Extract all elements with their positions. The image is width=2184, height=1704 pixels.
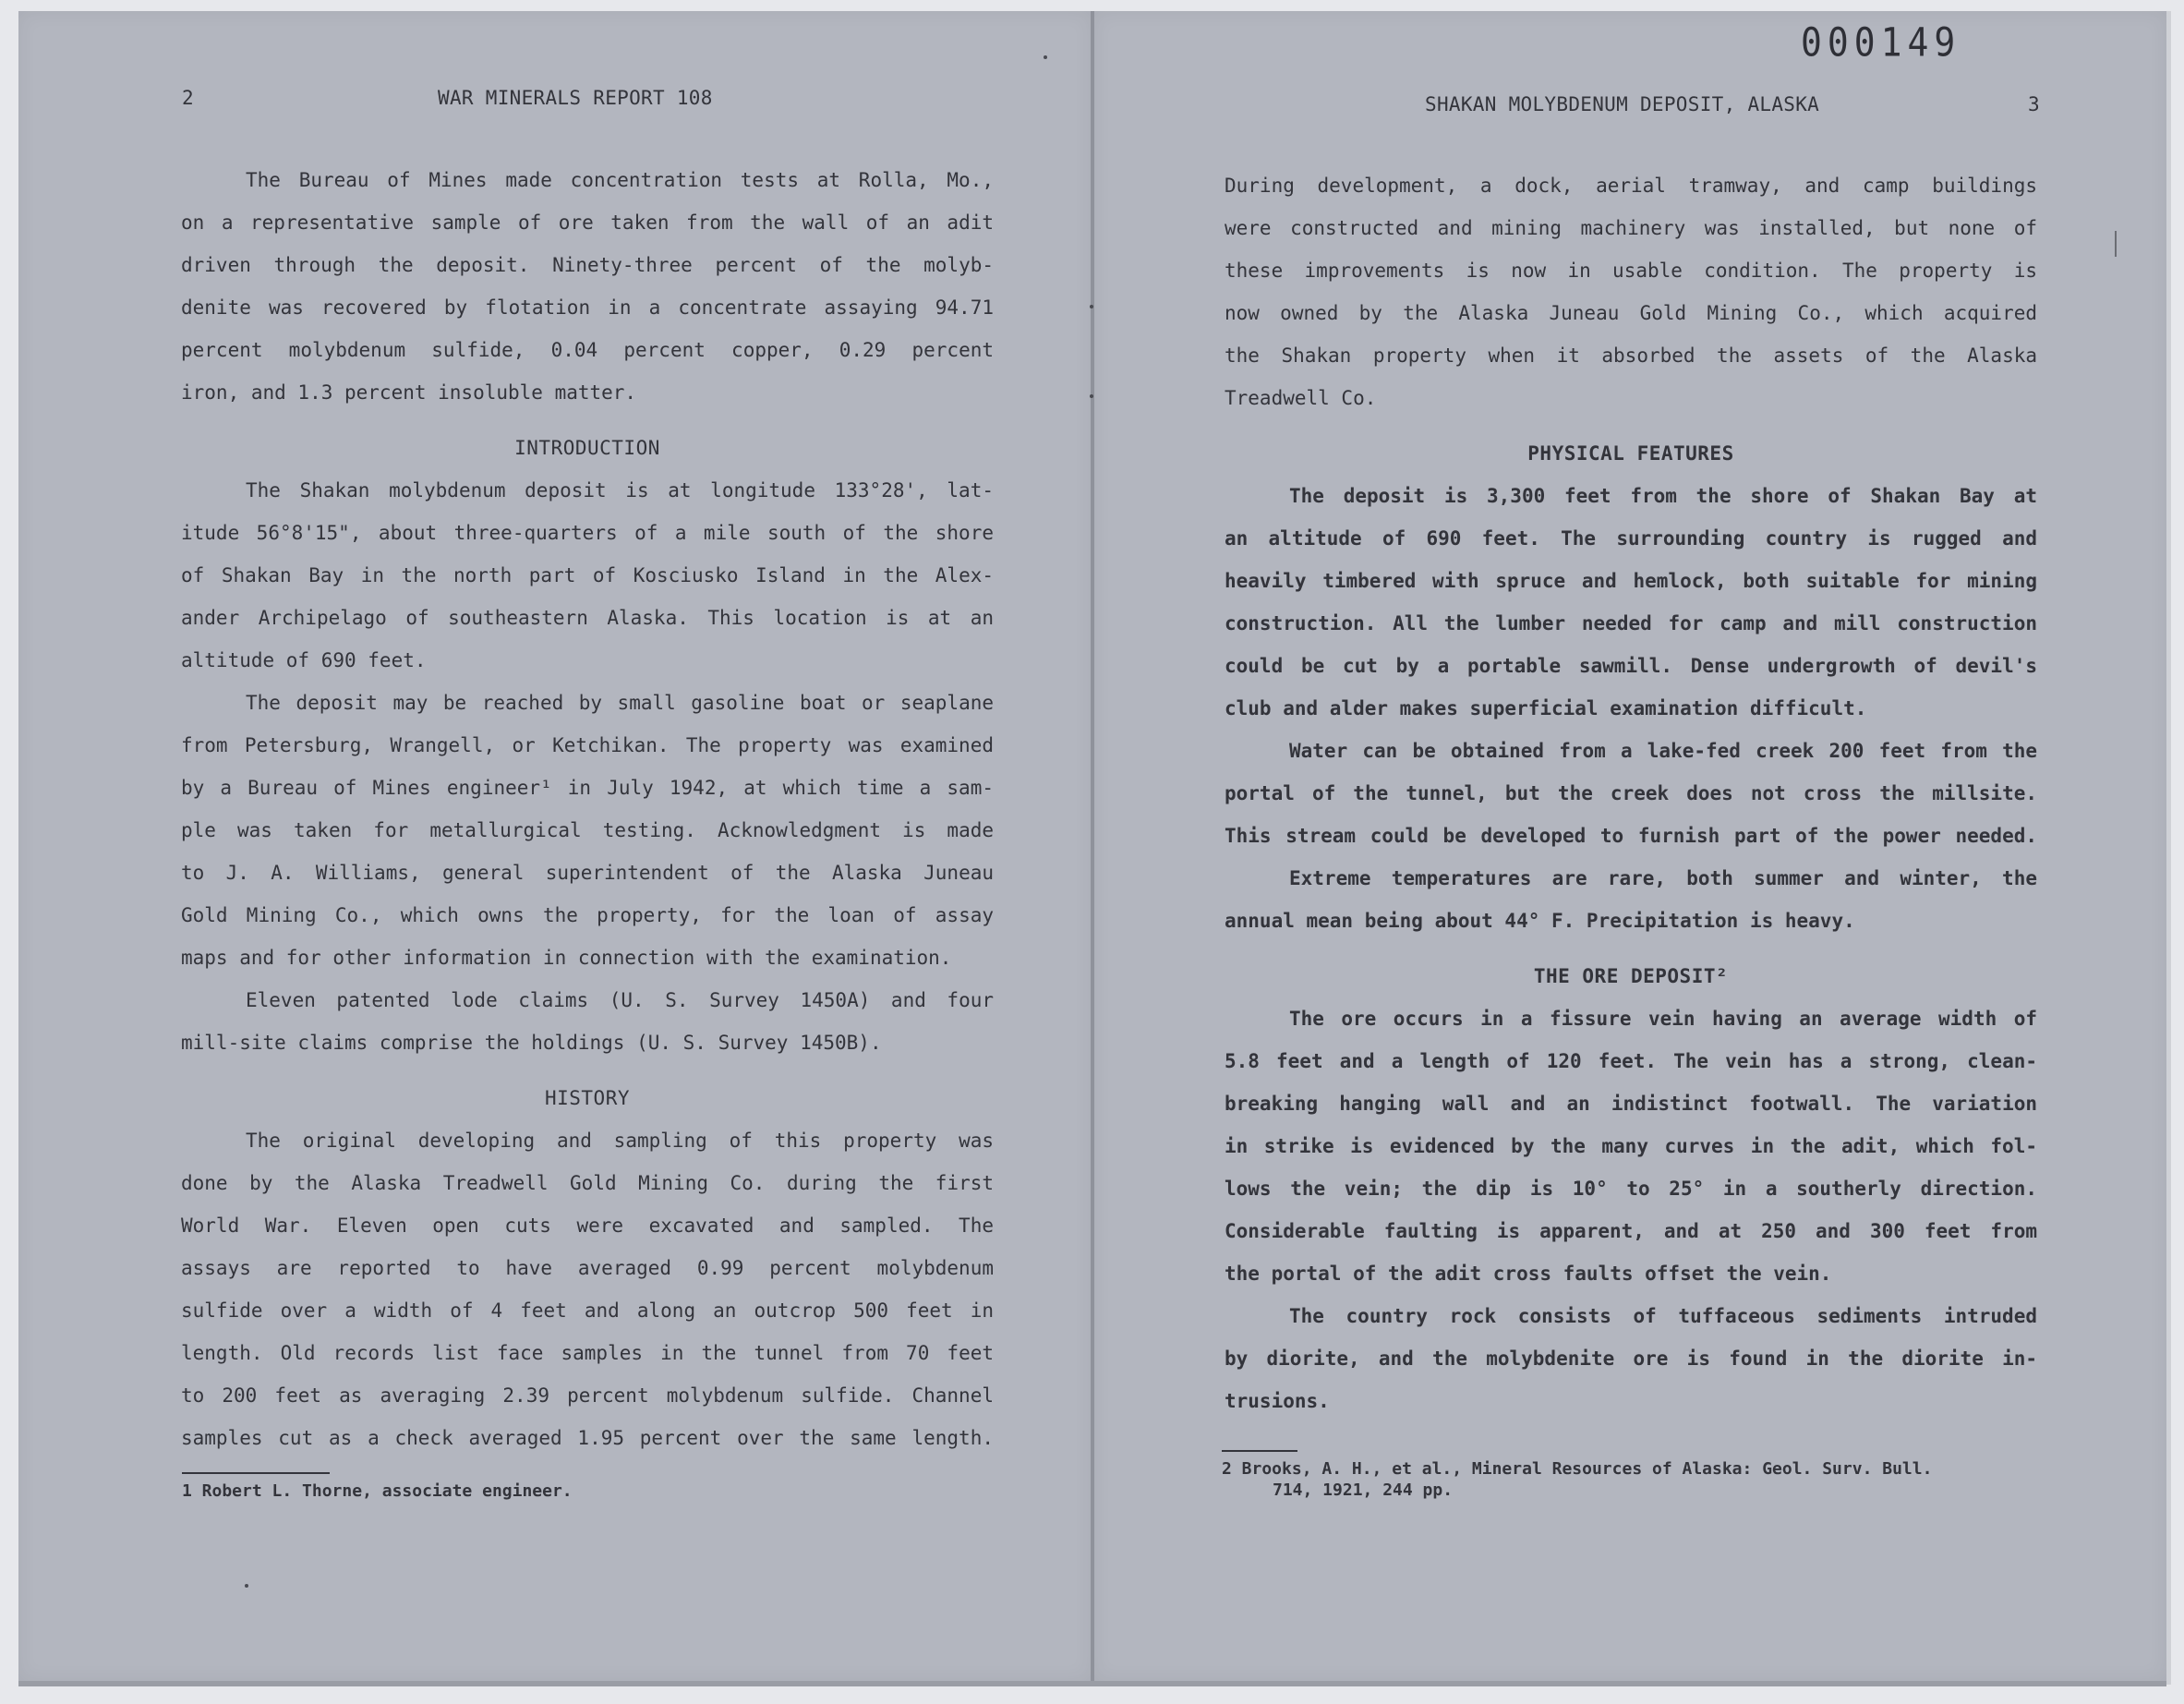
scan-speck (1044, 55, 1047, 59)
text-line: ander Archipelago of southeastern Alaska. This location is at an (181, 607, 994, 629)
text-line: The ore occurs in a fissure vein having an average width of (1289, 1008, 2037, 1030)
text-line: samples cut as a check averaged 1.95 percent over the same length. (181, 1427, 994, 1449)
text-line: club and alder makes superficial examination difficult. (1225, 697, 1867, 719)
scan-mark (2115, 231, 2117, 257)
text-line: an altitude of 690 feet. The surrounding country is rugged and (1225, 527, 2037, 550)
text-line: ple was taken for metallurgical testing. Acknowledgment is made (181, 819, 994, 841)
text-line: breaking hanging wall and an indistinct footwall. The variation (1225, 1093, 2037, 1115)
text-line: Treadwell Co. (1225, 387, 1377, 409)
text-line: This stream could be developed to furnish part of the power needed. (1225, 825, 2037, 847)
text-line: from Petersburg, Wrangell, or Ketchikan. The property was examined (181, 734, 994, 756)
text-line: World War. Eleven open cuts were excavated and sampled. The (181, 1215, 994, 1237)
document-stamp-number: 000149 (1801, 19, 1961, 66)
text-line: 5.8 feet and a length of 120 feet. The vein has a strong, clean- (1225, 1050, 2037, 1072)
text-line: to 200 feet as averaging 2.39 percent molybdenum sulfide. Channel (181, 1384, 994, 1407)
text-line: now owned by the Alaska Juneau Gold Mining Co., which acquired (1225, 302, 2037, 324)
section-heading: THE ORE DEPOSIT² (1533, 965, 1729, 987)
left-running-head: WAR MINERALS REPORT 108 (438, 87, 713, 109)
right-running-head: SHAKAN MOLYBDENUM DEPOSIT, ALASKA (1425, 93, 1820, 115)
text-line: in strike is evidenced by the many curves in the adit, which fol- (1225, 1135, 2037, 1157)
text-line: itude 56°8'15", about three-quarters of a mile south of the shore (181, 522, 994, 544)
text-line: could be cut by a portable sawmill. Dense undergrowth of devil's (1225, 655, 2037, 677)
text-line: altitude of 690 feet. (181, 649, 427, 671)
right-footnote-rule (1222, 1448, 1297, 1452)
scan-speck (1090, 394, 1093, 398)
text-line: The original developing and sampling of this property was (246, 1130, 994, 1152)
text-line: done by the Alaska Treadwell Gold Mining Co. during the first (181, 1172, 994, 1194)
text-line: maps and for other information in connection with the examination. (181, 947, 952, 969)
text-line: were constructed and mining machinery was installed, but none of (1225, 217, 2037, 239)
text-line: heavily timbered with spruce and hemlock, both suitable for mining (1225, 570, 2037, 592)
text-line: Eleven patented lode claims (U. S. Survey 1450A) and four (246, 989, 994, 1011)
page-edge-shadow (18, 1681, 2166, 1686)
text-line: the portal of the adit cross faults offset the vein. (1225, 1263, 1832, 1285)
text-line: The Shakan molybdenum deposit is at longitude 133°28', lat- (246, 479, 994, 502)
text-line: During development, a dock, aerial tramway, and camp buildings (1225, 175, 2037, 197)
text-line: Considerable faulting is apparent, and at 250 and 300 feet from (1225, 1220, 2037, 1242)
text-line: denite was recovered by flotation in a concentrate assaying 94.71 (181, 296, 994, 319)
text-line: sulfide over a width of 4 feet and along an outcrop 500 feet in (181, 1299, 994, 1322)
book-gutter (1091, 11, 1094, 1681)
text-line: Gold Mining Co., which owns the property, for the loan of assay (181, 904, 994, 926)
text-line: lows the vein; the dip is 10° to 25° in a southerly direction. (1225, 1178, 2037, 1200)
left-footnote: 1 Robert L. Thorne, associate engineer. (182, 1481, 573, 1501)
text-line: Water can be obtained from a lake-fed creek 200 feet from the (1289, 740, 2037, 762)
text-line: Extreme temperatures are rare, both summer and winter, the (1289, 867, 2037, 889)
text-line: portal of the tunnel, but the creek does not cross the millsite. (1225, 782, 2037, 804)
text-line: The deposit is 3,300 feet from the shore of Shakan Bay at (1289, 485, 2037, 507)
text-line: by a Bureau of Mines engineer¹ in July 1942, at which time a sam- (181, 777, 994, 799)
right-page-number: 3 (2028, 93, 2040, 115)
scan-speck (1090, 305, 1093, 308)
text-line: annual mean being about 44° F. Precipitation is heavy. (1225, 910, 1855, 932)
text-line: driven through the deposit. Ninety-three percent of the molyb- (181, 254, 994, 276)
text-line: iron, and 1.3 percent insoluble matter. (181, 381, 637, 404)
right-body-text (1225, 164, 2037, 1422)
text-line: to J. A. Williams, general superintendent of the Alaska Juneau (181, 862, 994, 884)
section-heading: INTRODUCTION (514, 437, 660, 459)
text-line: of Shakan Bay in the north part of Kosciusko Island in the Alex- (181, 564, 994, 586)
text-line: The deposit may be reached by small gasoline boat or seaplane (246, 692, 994, 714)
text-line: length. Old records list face samples in the tunnel from 70 feet (181, 1342, 994, 1364)
text-line: mill-site claims comprise the holdings (U. S. Survey 1450B). (181, 1032, 882, 1054)
right-footnote-line-1: 2 Brooks, A. H., et al., Mineral Resources of Alaska: Geol. Surv. Bull. (1222, 1459, 1933, 1479)
page-edge-shadow-right (2166, 11, 2171, 1685)
text-line: construction. All the lumber needed for camp and mill construction (1225, 612, 2037, 634)
text-line: by diorite, and the molybdenite ore is found in the diorite in- (1225, 1347, 2037, 1370)
text-line: these improvements is now in usable condition. The property is (1225, 260, 2037, 282)
scan-speck (245, 1584, 248, 1588)
text-line: The Bureau of Mines made concentration tests at Rolla, Mo., (246, 169, 994, 191)
text-line: assays are reported to have averaged 0.99 percent molybdenum (181, 1257, 994, 1279)
left-page-number: 2 (182, 87, 194, 109)
left-body-text (181, 159, 994, 1459)
text-line: The country rock consists of tuffaceous sediments intruded (1289, 1305, 2037, 1327)
left-footnote-rule (182, 1470, 330, 1474)
text-line: percent molybdenum sulfide, 0.04 percent copper, 0.29 percent (181, 339, 994, 361)
section-heading: HISTORY (544, 1087, 630, 1109)
text-line: trusions. (1225, 1390, 1330, 1412)
text-line: the Shakan property when it absorbed the assets of the Alaska (1225, 344, 2037, 367)
section-heading: PHYSICAL FEATURES (1527, 442, 1734, 465)
right-footnote-line-2: 714, 1921, 244 pp. (1273, 1480, 1454, 1500)
text-line: on a representative sample of ore taken from the wall of an adit (181, 211, 994, 234)
